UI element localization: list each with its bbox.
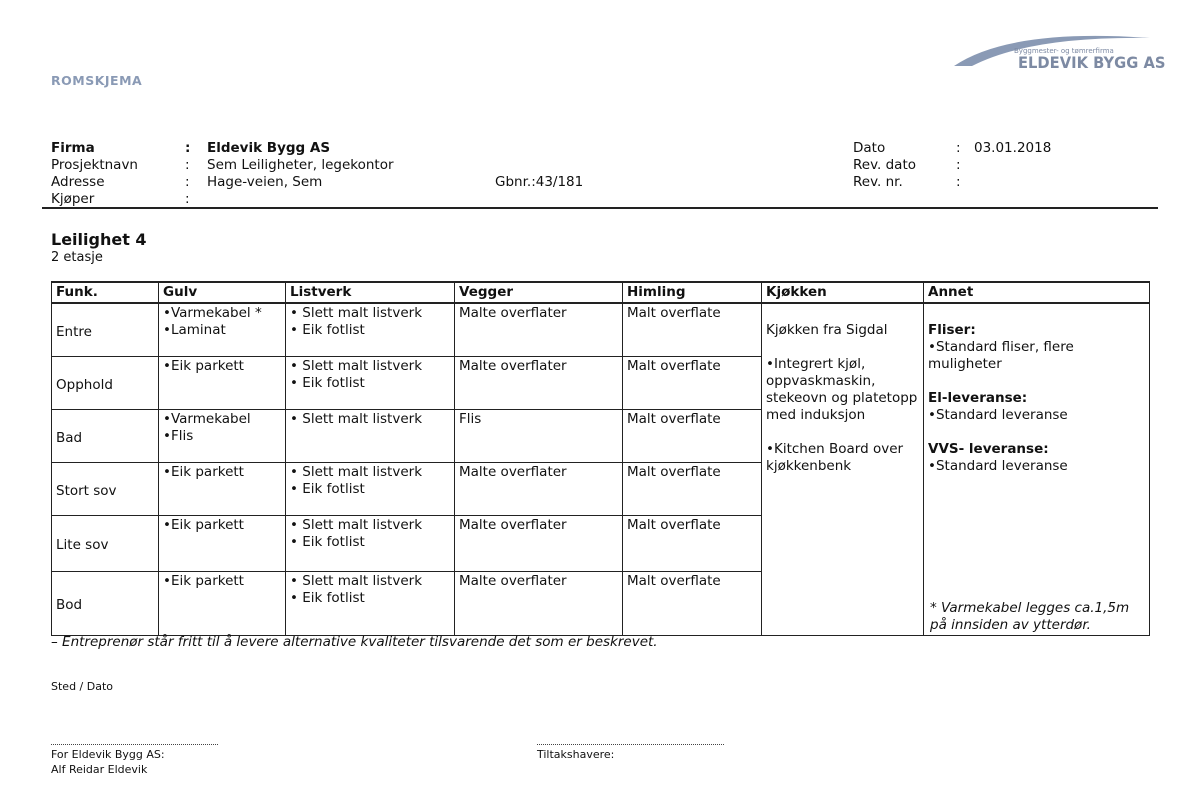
signature-left-name: Alf Reidar Eldevik <box>51 763 148 776</box>
annet-cell <box>924 303 1150 635</box>
gulv-item: •Laminat <box>163 322 226 338</box>
gulv-item: •Eik parkett <box>163 572 244 589</box>
signature-line-right <box>537 744 724 745</box>
listverk-cell <box>286 303 455 356</box>
info-label: Kjøper <box>51 191 95 207</box>
listverk-cell <box>286 409 455 462</box>
himling-cell: Malt overflate <box>623 515 762 571</box>
logo-tagline: Byggmester- og tømrerfirma <box>1014 47 1114 55</box>
vegger-cell: Malte overflater <box>455 356 623 409</box>
column-header: Himling <box>623 282 762 303</box>
room-name: Lite sov <box>52 515 159 571</box>
room-name: Stort sov <box>52 462 159 515</box>
kjokken-item: •Kitchen Board over kjøkkenbenk <box>766 441 904 474</box>
signature-right-label: Tiltakshavere: <box>537 748 615 761</box>
listverk-item: • Slett malt listverk <box>290 305 423 321</box>
info-value: 03.01.2018 <box>974 140 1052 156</box>
vvs-text: •Standard leveranse <box>928 458 1068 474</box>
info-colon: : <box>956 157 961 173</box>
gulv-item: •Eik parkett <box>163 357 244 374</box>
listverk-item: • Eik fotlist <box>290 533 365 550</box>
room-name: Bod <box>52 571 159 635</box>
listverk-cell <box>286 462 455 515</box>
room-name: Opphold <box>52 356 159 409</box>
listverk-item: • Slett malt listverk <box>290 463 423 480</box>
listverk-item: • Eik fotlist <box>290 480 365 497</box>
footnote: * Varmekabel legges ca.1,5m på innsiden av ytterdør. <box>930 600 1130 633</box>
gulv-cell <box>159 515 286 571</box>
gulv-cell <box>159 462 286 515</box>
column-header: Annet <box>924 282 1150 303</box>
document-title: ROMSKJEMA <box>51 73 143 88</box>
gulv-cell <box>159 571 286 635</box>
himling-cell: Malt overflate <box>623 356 762 409</box>
kjokken-item: •Integrert kjøl, oppvaskmaskin, stekeovn og platetopp med induksjon <box>766 356 918 423</box>
info-value: Hage-veien, Sem <box>207 174 323 190</box>
listverk-item: • Eik fotlist <box>290 589 365 606</box>
info-label: Rev. nr. <box>853 174 903 190</box>
listverk-item: • Slett malt listverk <box>290 357 423 374</box>
listverk-item: • Slett malt listverk <box>290 410 423 427</box>
gulv-item: •Eik parkett <box>163 463 244 480</box>
info-colon: : <box>956 140 961 156</box>
info-row-rev-nr <box>853 174 961 192</box>
room-name: Bad <box>52 409 159 462</box>
gulv-item: •Flis <box>163 427 194 444</box>
info-label: Firma <box>51 140 95 156</box>
vegger-cell: Flis <box>455 409 623 462</box>
gulv-cell <box>159 356 286 409</box>
info-row-rev-dato <box>853 157 961 175</box>
company-logo <box>950 26 1166 76</box>
info-colon: : <box>185 191 190 207</box>
column-header: Listverk <box>286 282 455 303</box>
apartment-floor: 2 etasje <box>51 250 103 265</box>
logo-name: ELDEVIK BYGG AS <box>1018 53 1166 72</box>
info-label: Dato <box>853 140 886 156</box>
gulv-cell <box>159 409 286 462</box>
info-label: Rev. dato <box>853 157 916 173</box>
gnr-value: Gbnr.:43/181 <box>495 174 584 190</box>
column-header: Gulv <box>159 282 286 303</box>
info-row-dato <box>853 140 1052 158</box>
info-colon: : <box>185 140 191 156</box>
listverk-cell <box>286 571 455 635</box>
header-divider <box>42 207 1158 209</box>
vegger-cell: Malte overflater <box>455 462 623 515</box>
vvs-title: VVS- leveranse: <box>928 441 1049 457</box>
column-header: Funk. <box>52 282 159 303</box>
kjokken-intro: Kjøkken fra Sigdal <box>766 322 888 338</box>
table-row <box>52 303 1150 356</box>
room-name: Entre <box>52 303 159 356</box>
apartment-title: Leilighet 4 <box>51 230 147 249</box>
fliser-title: Fliser: <box>928 322 976 338</box>
gulv-item: •Eik parkett <box>163 516 244 533</box>
listverk-item: • Eik fotlist <box>290 322 365 338</box>
table-header-row <box>52 282 1150 303</box>
el-text: •Standard leveranse <box>928 407 1068 423</box>
info-colon: : <box>956 174 961 190</box>
info-value: Sem Leiligheter, legekontor <box>207 157 394 173</box>
place-date-label: Sted / Dato <box>51 680 113 693</box>
vegger-cell: Malte overflater <box>455 571 623 635</box>
column-header: Vegger <box>455 282 623 303</box>
gulv-cell <box>159 303 286 356</box>
listverk-cell <box>286 515 455 571</box>
signature-line-left <box>51 744 218 745</box>
kjokken-cell <box>762 303 924 635</box>
gulv-item: •Varmekabel <box>163 410 251 427</box>
listverk-item: • Slett malt listverk <box>290 572 423 589</box>
el-title: El-leveranse: <box>928 390 1028 406</box>
gulv-item: •Varmekabel * <box>163 305 262 321</box>
info-label: Prosjektnavn <box>51 157 138 173</box>
himling-cell: Malt overflate <box>623 409 762 462</box>
himling-cell: Malt overflate <box>623 571 762 635</box>
vegger-cell: Malte overflater <box>455 303 623 356</box>
himling-cell: Malt overflate <box>623 462 762 515</box>
vegger-cell: Malte overflater <box>455 515 623 571</box>
listverk-item: • Slett malt listverk <box>290 516 423 533</box>
listverk-item: • Eik fotlist <box>290 374 365 391</box>
listverk-cell <box>286 356 455 409</box>
disclaimer-note: – Entreprenør står fritt til å levere alternative kvaliteter tilsvarende det som er beskrevet. <box>51 634 658 650</box>
info-colon: : <box>185 157 190 173</box>
fliser-text: •Standard fliser, flere muligheter <box>928 339 1074 372</box>
himling-cell: Malt overflate <box>623 303 762 356</box>
signature-left-label: For Eldevik Bygg AS: <box>51 748 165 761</box>
info-label: Adresse <box>51 174 105 190</box>
room-table <box>51 281 1150 636</box>
info-value: Eldevik Bygg AS <box>207 140 331 156</box>
info-colon: : <box>185 174 190 190</box>
column-header: Kjøkken <box>762 282 924 303</box>
